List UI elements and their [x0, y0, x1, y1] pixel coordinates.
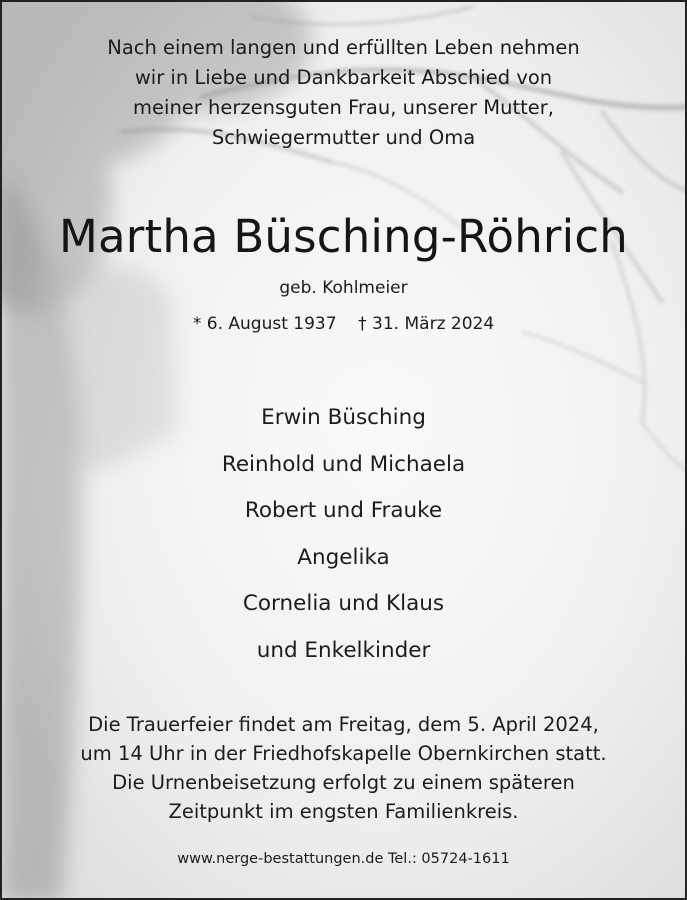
mourner-name: Angelika — [297, 544, 390, 570]
mourner-name: Reinhold und Michaela — [221, 451, 466, 477]
mourner-name: Robert und Frauke — [244, 498, 443, 523]
life-dates: * 6. August 1937 † 31. März 2024 — [192, 314, 495, 334]
intro-line: wir in Liebe und Dankbarkeit Abschied von — [134, 66, 553, 89]
funeral-home-contact: www.nerge-bestattungen.de Tel.: 05724-1611 — [177, 851, 510, 867]
ceremony-line: Die Trauerfeier findet am Freitag, dem 5. April 2024, — [88, 713, 599, 736]
mourner-name: Erwin Büsching — [261, 405, 426, 430]
deceased-name: Martha Büsching-Röhrich — [58, 210, 629, 263]
intro-line: Nach einem langen und erfüllten Leben nehmen — [107, 36, 580, 59]
ceremony-line: um 14 Uhr in der Friedhofskapelle Obernkirchen statt. — [80, 742, 607, 765]
notice-content — [2, 2, 685, 898]
intro-line: Schwiegermutter und Oma — [211, 126, 476, 149]
ceremony-info — [2, 710, 685, 826]
ceremony-line: Zeitpunkt im engsten Familienkreis. — [168, 800, 519, 823]
intro-text — [2, 33, 685, 153]
mourner-name: Cornelia und Klaus — [242, 591, 445, 616]
mourners-list — [2, 395, 685, 674]
birth-name: geb. Kohlmeier — [279, 278, 408, 298]
ceremony-line: Die Urnenbeisetzung erfolgt zu einem späteren — [112, 771, 575, 794]
intro-line: meiner herzensguten Frau, unserer Mutter, — [133, 96, 554, 119]
mourner-name: und Enkelkinder — [256, 637, 431, 663]
